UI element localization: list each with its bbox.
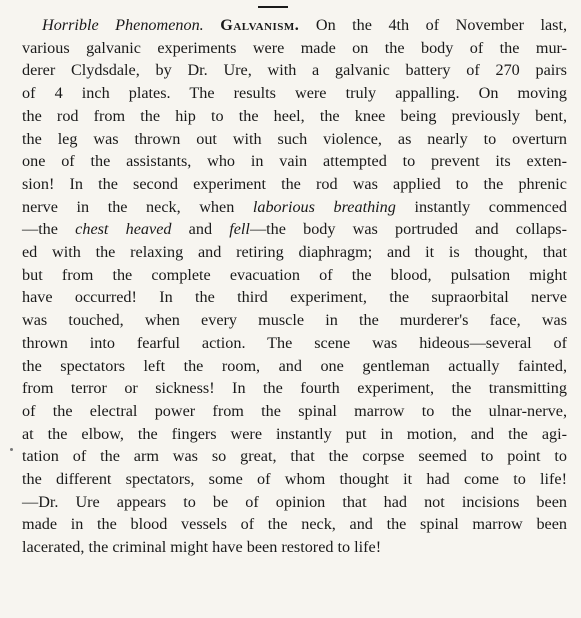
article-title: Horrible Phenomenon. — [42, 16, 204, 34]
article-line: lacerated, the criminal might have been restored to life! — [22, 538, 382, 557]
article-line-text: instantly commenced — [414, 197, 567, 216]
article-line: of the electral power from the spinal marrow to the ulnar-nerve, — [22, 401, 567, 420]
article-line: various galvanic experiments were made on the body of the mur- — [22, 38, 567, 57]
margin-speck — [10, 448, 13, 451]
article-line-text: —the body was portruded and collaps- — [249, 220, 567, 239]
article-line: thrown into fearful action. The scene was hideous—several of — [22, 333, 567, 352]
article-line: derer Clydsdale, by Dr. Ure, with a galvanic battery of 270 pairs — [22, 61, 567, 80]
article-line: of 4 inch plates. The results were truly appalling. On moving — [22, 84, 567, 103]
article-line: at the elbow, the fingers were instantly put in motion, and the agi- — [22, 424, 567, 443]
article-line — [22, 14, 567, 37]
article-line-text: On the 4th of November last, — [315, 16, 568, 34]
italic-phrase: chest heaved — [75, 220, 172, 239]
article-line: the spectators left the room, and one gentleman actually fainted, — [22, 356, 567, 375]
article-line: but from the complete evacuation of the blood, pulsation might — [22, 265, 567, 284]
article-line: the leg was thrown out with such violence, as nearly to overturn — [22, 129, 567, 148]
article-line: have occurred! In the third experiment, the supraorbital nerve — [22, 288, 567, 307]
article-line-text: and — [188, 220, 213, 239]
article-line-text: —the — [22, 220, 58, 239]
section-heading: Galvanism. — [220, 16, 300, 34]
article-line-text: nerve in the neck, when — [22, 197, 235, 216]
italic-phrase: laborious breathing — [252, 197, 396, 216]
article-line: sion! In the second experiment the rod was applied to the phrenic — [22, 174, 567, 193]
article-line: was touched, when every muscle in the murderer's face, was — [22, 311, 567, 330]
top-rule — [258, 6, 288, 8]
italic-phrase: fell — [229, 220, 250, 239]
article-line: ed with the relaxing and retiring diaphragm; and it is thought, that — [22, 243, 567, 262]
article-line: made in the blood vessels of the neck, and the spinal marrow been — [22, 515, 567, 534]
article-line: the rod from the hip to the heel, the knee being previously bent, — [22, 106, 567, 125]
article-line — [22, 218, 567, 241]
article-line: the different spectators, some of whom thought it had come to life! — [22, 470, 567, 489]
article-line: from terror or sickness! In the fourth experiment, the transmitting — [22, 379, 567, 398]
article-line: one of the assistants, who in vain attempted to prevent its exten- — [22, 152, 567, 171]
article-line: tation of the arm was so great, that the corpse seemed to point to — [22, 447, 567, 466]
article-line — [22, 196, 567, 219]
article-body — [22, 14, 567, 559]
article-line: —Dr. Ure appears to be of opinion that had not incisions been — [22, 492, 567, 511]
